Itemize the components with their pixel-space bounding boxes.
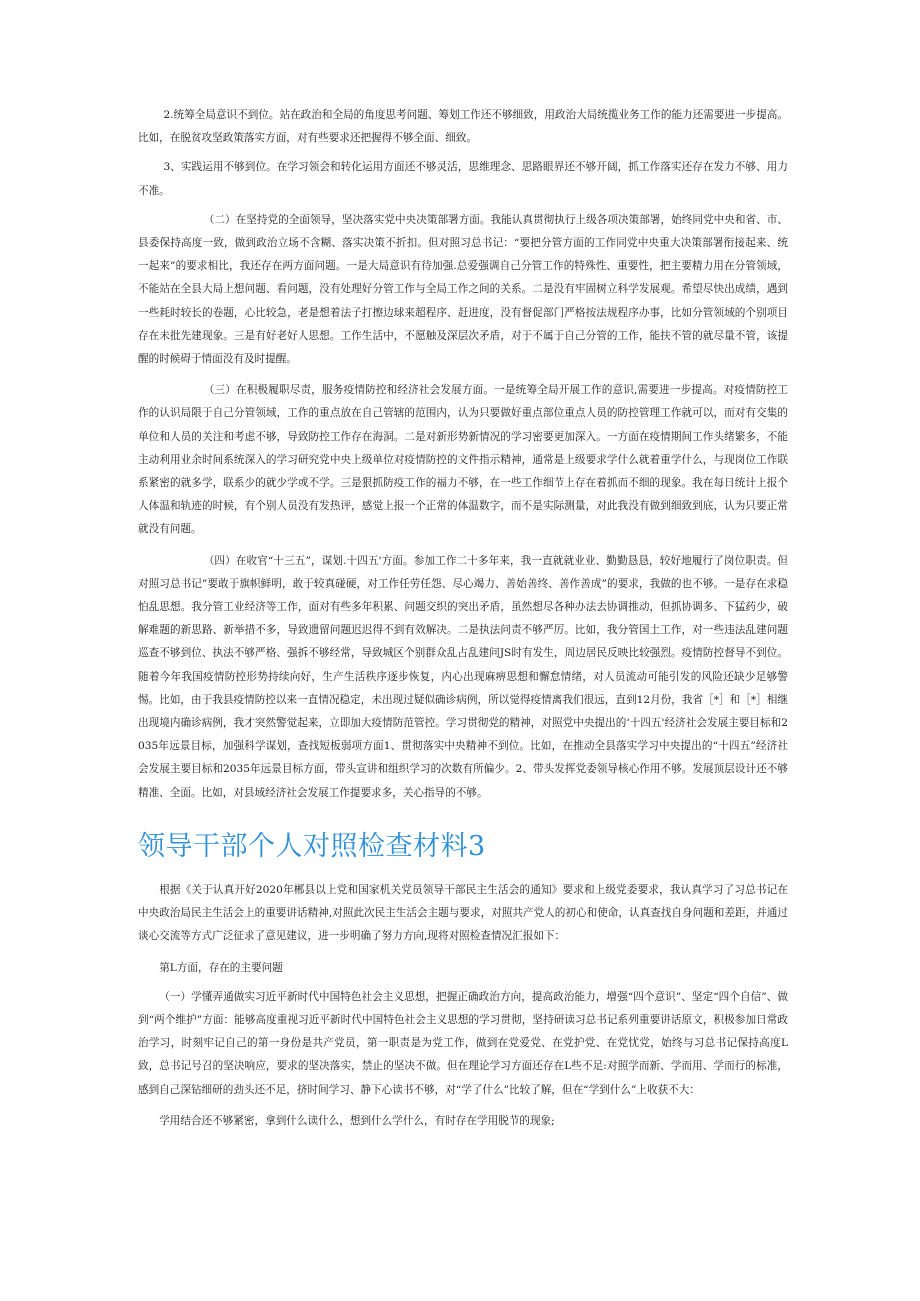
paragraph-section-4: （四）在收官“十三五”，谋划.十四五'方面。参加工作二十多年来，我一直就就业业、勤勤恳恳，较好地履行了岗位职责。但对照习总书记”要敢于旗帜鲜明，敢于较真碰硬，对工作任劳任怨、尽心竭力、善始善终、善作善成”的要求，我做的也不够。一是存在求稳怕乱思想。我分管工业经济等工作，面对有些多年积累、问题交织的突出矛盾，虽然想尽各种办法去协调推动，但抓协调多、下猛药少，破解难题的新思路、新举措不多，导致遗留问题迟迟得不到有效解决。二是执法问责不够严厉。比如，我分管国土工作，对一些违法乱建问题巡查不够到位、执法不够严格、强拆不够经常，导致城区个别群众乱占乱建问JS时有发生，周边居民反映比较强烈。疫情防控督导不到位。随着今年我国疫情防控形势持续向好，生产生活秩序逐步恢复，内心出现麻痹思想和懈怠情绪，对人员流动可能引发的风险还缺少足够警惕。比如，由于我县疫情防控以来一直情况稳定，未出现过疑似确诊病例，所以觉得疫情离我们很远，直到12月份，我省［*］和［*］相继出现境内确诊病例，我才突然警觉起来，立即加大疫情防范管控。学习贯彻党的精神，对照党中央提出的‘十四五'经济社会发展主要目标和2035年远景目标，加强科学谋划，查找短板弱项方面1、贯彻落实中央精神不到位。比如，在推动全县落实学习中央提出的“十四五”经济社会发展主要目标和2035年远景目标方面，带头宣讲和组织学习的次数有所偏少。2、带头发挥党委领导核心作用不够。发展顶层设计还不够精准、全面。比如，对县域经济社会发展工作提要求多，关心指导的不够。 [138, 554, 788, 799]
paragraph-section-3: （三）在积极履职尽责，服务疫情防控和经济社会发展方面。一是统筹全局开展工作的意识,需要进一步提高。对疫情防控工作的认识局限于自己分管领域，工作的重点放在自己管辖的范围内，认为只要做好重点部位重点人员的防控管理工作就可以，而对有交集的单位和人员的关注和考虑不够，导致防控工作存在海洞。二是对新形势新情况的学习密要更加深入。一方面在疫情期间工作头绪繁多，不能主动利用业余时间系统深入的学习研究党中央上级单位对疫情防控的文件指示精神，通常是上级要求学什么就着重学什么，与现岗位工作联系紧密的就多学，联系少的就少学或不学。三是狠抓防疫工作的福力不够，在一些工作细节上存在着抓而不细的现象。我在每日统计上报个人体温和轨迹的时候，有个别人员没有发热评，感觉上报一个正常的体温数字，而不是实际测量，对此我没有做到细致到底，认为只要正常就没有问题。 [138, 384, 788, 536]
document-page [138, 104, 788, 1133]
paragraph-subheading: 第L方面，存在的主要问题 [159, 961, 283, 974]
paragraph-issue-1-detail: 学用结合还不够紧密，拿到什么读什么，想到什么学什么，有时存在学用脱节的现象; [159, 1114, 555, 1127]
section-heading: 领导干部个人对照检查材料3 [138, 830, 486, 862]
paragraph-issue-1: （一）学懂弄通做实习近平新时代中国特色社会主义思想，把握正确政治方向，提高政治能力，增强“四个意识”、坚定“四个自信”、做到“两个维护”方面：能够高度重视习近平新时代中国特色社会主义思想的学习贯彻，坚持研读习总书记系列重要讲话原文，积极参加日常政治学习，时刻牢记自己的第一身份是共产党员，第一职责是为党工作，做到在党爱党、在党护党、在党忧党，始终与习总书记保持高度L致，总书记号召的坚决响应，要求的坚决落实，禁止的坚决不做。但在理论学习方面还存在L些不足:对照学而新、学而用、学而行的标准，感到自己深钻细研的劲头还不足，挤时间学习、静下心读书不够，对“学了什么”比较了解，但在“学到什么”上收获不大： [138, 990, 788, 1096]
paragraph-intro: 根据《关于认真开好2020年郴县以上党和国家机关党员领导干部民主生活会的通知》要求和上级党委要求，我认真学习了习总书记在中央政治局民主生活会上的重要讲话精神,对照此次民主生活会主题与要求，对照共产党人的初心和使命，认真查找自身问题和差距，并通过谈心交流等方式广泛征求了意见建议，进一步明确了努力方向,现将对照检查情况汇报如下： [138, 883, 788, 943]
paragraph-section-2: （二）在坚持党的全面领导，坚决落实党中央决策部署方面。我能认真贯彻执行上级各项决策部署，始终同党中央和省、市、县委保持高度一致，做到政治立场不含糊、落实决策不折扣。但对照习总书记：“要把分管方面的工作同党中央重大决策部署衔接起来、统一起来”的要求相比，我还存在两方面问题。一是大局意识有待加强.总爱强调自己分管工作的特殊性、重要性，把主要精力用在分管领域，不能站在全县大局上想问题、看问题，没有处理好分管工作与全局工作之间的关系。二是没有牢固树立科学发展观。希望尽快出成绩，遇到一些耗时较长的卷题，心比较急，老是想着法子打擦边球来超程序、赶进度，没有督促部门严格按法规程序办事，比如分管领域的个别项目存在未批先建现象。三是有好老好人思想。工作生活中，不愿触及深层次矛盾，对于不属于自己分管的工作，能扶不管的就尽量不管，该提醒的时候碍于情面没有及时提醒。 [138, 213, 788, 366]
paragraph-item-2: 2.统筹全局意识不到位。站在政治和全局的角度思考问题、筹划工作还不够细致，用政治大局统揽业务工作的能力还需要进一步提高。比如，在脱贫攻坚政策落实方面，对有些要求还把握得不够全面、细致。 [138, 109, 788, 145]
paragraph-item-3: 3、实践运用不够到位。在学习领会和转化运用方面还不够灵活，思维理念、思路眼界还不够开阔，抓工作落实还存在发力不够、用力不准。 [138, 161, 788, 197]
